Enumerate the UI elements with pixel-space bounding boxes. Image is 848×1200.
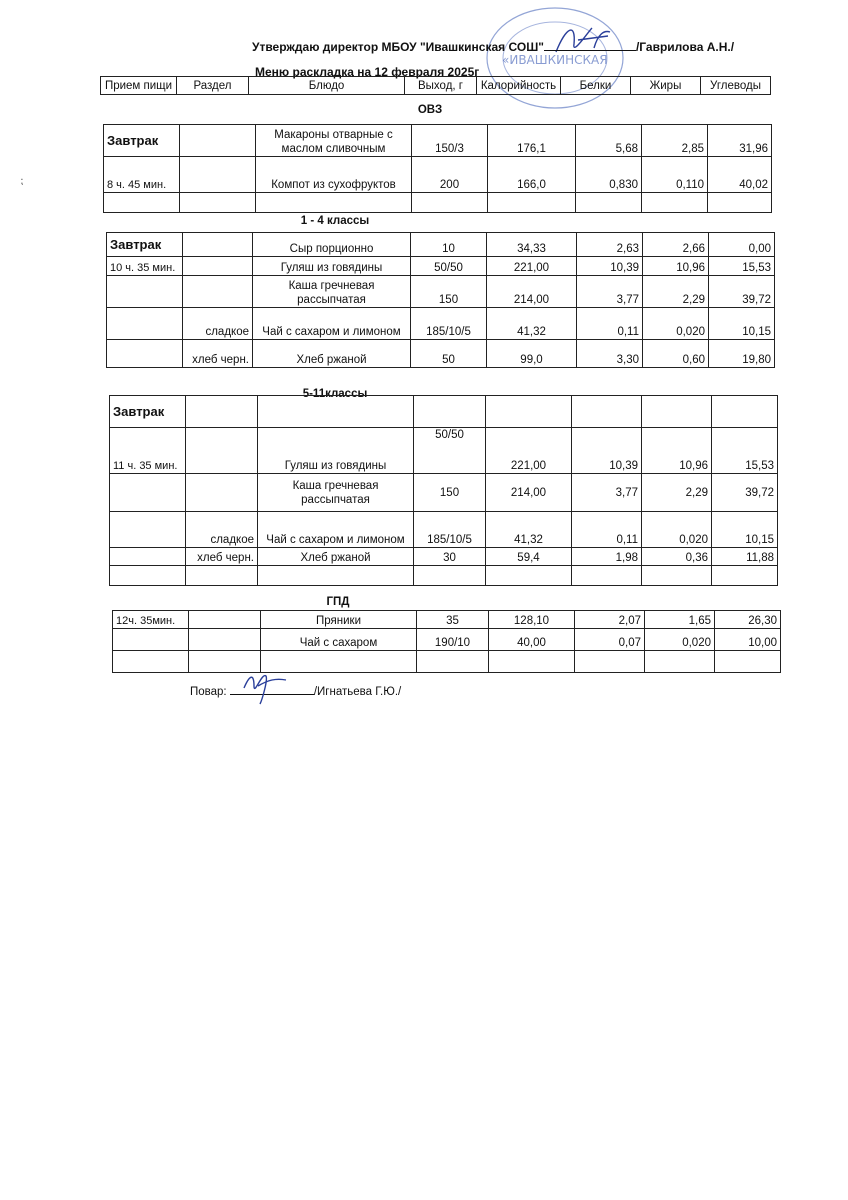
- dish-cell: Чай с сахаром и лимоном: [258, 512, 414, 548]
- table-row: [113, 629, 781, 651]
- dish-cell: Гуляш из говядины: [258, 428, 414, 474]
- kcal-cell: 99,0: [487, 340, 577, 368]
- carbs-cell: 40,02: [708, 157, 772, 193]
- col-header-kcal: Калорийность: [477, 77, 561, 95]
- yield-cell: 190/10: [417, 629, 489, 651]
- carbs-cell: 10,15: [709, 308, 775, 340]
- kcal-cell: 34,33: [487, 233, 577, 257]
- section-title-grades-1-4: 1 - 4 классы: [300, 215, 370, 227]
- grades-5-11-table: [109, 395, 778, 586]
- meal-time: 8 ч. 45 мин.: [104, 157, 180, 193]
- protein-cell: 0,11: [572, 512, 642, 548]
- fat-cell: 0,60: [643, 340, 709, 368]
- section-cell: сладкое: [183, 308, 253, 340]
- kcal-cell: 166,0: [488, 157, 576, 193]
- col-header-yield: Выход, г: [405, 77, 477, 95]
- dish-cell: Сыр порционно: [253, 233, 411, 257]
- fat-cell: 10,96: [642, 428, 712, 474]
- section-cell: хлеб черн.: [186, 548, 258, 566]
- table-row: [104, 157, 772, 193]
- protein-cell: 0,07: [575, 629, 645, 651]
- protein-cell: 3,30: [577, 340, 643, 368]
- protein-cell: 10,39: [577, 257, 643, 276]
- fat-cell: 0,36: [642, 548, 712, 566]
- table-row: [110, 474, 778, 512]
- kcal-cell: 214,00: [486, 474, 572, 512]
- section-cell: [180, 125, 256, 157]
- dish-cell: Компот из сухофруктов: [256, 157, 412, 193]
- table-row: [107, 308, 775, 340]
- empty-row: [110, 566, 778, 586]
- meal-time: 10 ч. 35 мин.: [107, 257, 183, 276]
- fat-cell: 10,96: [643, 257, 709, 276]
- protein-cell: 2,63: [577, 233, 643, 257]
- yield-cell: 50/50: [411, 257, 487, 276]
- yield-cell: 185/10/5: [411, 308, 487, 340]
- carbs-cell: 15,53: [712, 428, 778, 474]
- section-cell: сладкое: [186, 512, 258, 548]
- section-cell: [183, 276, 253, 308]
- dish-cell: Каша гречневая рассыпчатая: [258, 474, 414, 512]
- kcal-cell: 59,4: [486, 548, 572, 566]
- yield-cell: 150/3: [412, 125, 488, 157]
- col-header-meal: Прием пищи: [101, 77, 177, 95]
- signature-line: [544, 40, 636, 51]
- dish-cell: Гуляш из говядины: [253, 257, 411, 276]
- table-row: [107, 340, 775, 368]
- carbs-cell: 11,88: [712, 548, 778, 566]
- col-header-carbs: Углеводы: [701, 77, 771, 95]
- yield-cell: 10: [411, 233, 487, 257]
- kcal-cell: 41,32: [487, 308, 577, 340]
- carbs-cell: 10,00: [715, 629, 781, 651]
- table-row: [107, 276, 775, 308]
- table-row: [113, 611, 781, 629]
- yield-cell: 50/50: [414, 428, 486, 474]
- carbs-cell: 39,72: [712, 474, 778, 512]
- carbs-cell: 39,72: [709, 276, 775, 308]
- dish-cell: Чай с сахаром: [261, 629, 417, 651]
- meal-time: 11 ч. 35 мин.: [110, 428, 186, 474]
- dish-cell: Каша гречневая рассыпчатая: [253, 276, 411, 308]
- section-cell: [183, 233, 253, 257]
- meal-name: Завтрак: [104, 125, 180, 157]
- fat-cell: 0,020: [645, 629, 715, 651]
- table-row: [110, 428, 778, 474]
- fat-cell: 0,020: [642, 512, 712, 548]
- table-row: [104, 125, 772, 157]
- dish-cell: Чай с сахаром и лимоном: [253, 308, 411, 340]
- carbs-cell: 31,96: [708, 125, 772, 157]
- yield-cell: 150: [414, 474, 486, 512]
- meal-time: 12ч. 35мин.: [113, 611, 189, 629]
- approval-suffix: /Гаврилова А.Н./: [635, 40, 735, 54]
- protein-cell: 3,77: [572, 474, 642, 512]
- section-title-grades-5-11: 5-11классы: [302, 388, 368, 400]
- protein-cell: 2,07: [575, 611, 645, 629]
- kcal-cell: 41,32: [486, 512, 572, 548]
- kcal-cell: 176,1: [488, 125, 576, 157]
- dish-cell: Хлеб ржаной: [258, 548, 414, 566]
- col-header-section: Раздел: [177, 77, 249, 95]
- protein-cell: 1,98: [572, 548, 642, 566]
- gpd-table: [112, 610, 781, 673]
- carbs-cell: 0,00: [709, 233, 775, 257]
- section-cell: [186, 428, 258, 474]
- fat-cell: 0,110: [642, 157, 708, 193]
- protein-cell: 10,39: [572, 428, 642, 474]
- cook-signature: [240, 666, 290, 706]
- empty-row: [113, 651, 781, 673]
- approval-prefix: Утверждаю директор МБОУ "Ивашкинская СОШ": [252, 40, 544, 54]
- dish-cell: Хлеб ржаной: [253, 340, 411, 368]
- yield-cell: 30: [414, 548, 486, 566]
- col-header-dish: Блюдо: [249, 77, 405, 95]
- section-cell: [186, 474, 258, 512]
- dish-cell: Пряники: [261, 611, 417, 629]
- section-cell: хлеб черн.: [183, 340, 253, 368]
- fat-cell: 0,020: [643, 308, 709, 340]
- fat-cell: 2,66: [643, 233, 709, 257]
- ovz-table: [103, 124, 772, 213]
- meal-name: Завтрак: [110, 396, 186, 428]
- empty-row: [104, 193, 772, 213]
- cook-name: /Игнатьева Г.Ю./: [313, 686, 402, 698]
- carbs-cell: 15,53: [709, 257, 775, 276]
- dish-cell: Макароны отварные с маслом сливочным: [256, 125, 412, 157]
- table-row: [107, 257, 775, 276]
- stamp-text: «ИВАШКИНСКАЯ: [502, 53, 608, 67]
- column-header-table: [100, 76, 771, 95]
- fat-cell: 2,29: [643, 276, 709, 308]
- yield-cell: 35: [417, 611, 489, 629]
- kcal-cell: 214,00: [487, 276, 577, 308]
- carbs-cell: 26,30: [715, 611, 781, 629]
- meal-name: Завтрак: [107, 233, 183, 257]
- scan-marks: ⁏: [20, 176, 24, 187]
- menu-title: Меню раскладка на 12 февраля 2025г: [255, 65, 480, 79]
- cook-signature-line: [190, 684, 401, 698]
- kcal-cell: 221,00: [486, 428, 572, 474]
- table-row: [107, 233, 775, 257]
- table-row: [110, 512, 778, 548]
- col-header-fat: Жиры: [631, 77, 701, 95]
- section-cell: [180, 157, 256, 193]
- carbs-cell: 10,15: [712, 512, 778, 548]
- yield-cell: 150: [411, 276, 487, 308]
- section-title-ovz: ОВЗ: [417, 104, 443, 116]
- protein-cell: 5,68: [576, 125, 642, 157]
- table-row: [110, 548, 778, 566]
- col-header-protein: Белки: [561, 77, 631, 95]
- kcal-cell: 128,10: [489, 611, 575, 629]
- protein-cell: 3,77: [577, 276, 643, 308]
- table-row: [110, 396, 778, 428]
- fat-cell: 2,29: [642, 474, 712, 512]
- fat-cell: 1,65: [645, 611, 715, 629]
- protein-cell: 0,830: [576, 157, 642, 193]
- section-title-gpd: ГПД: [326, 596, 350, 608]
- yield-cell: 185/10/5: [414, 512, 486, 548]
- kcal-cell: 40,00: [489, 629, 575, 651]
- protein-cell: 0,11: [577, 308, 643, 340]
- fat-cell: 2,85: [642, 125, 708, 157]
- section-cell: [183, 257, 253, 276]
- cook-prefix: Повар:: [190, 686, 227, 698]
- kcal-cell: 221,00: [487, 257, 577, 276]
- carbs-cell: 19,80: [709, 340, 775, 368]
- approval-line: [252, 40, 734, 54]
- yield-cell: 50: [411, 340, 487, 368]
- yield-cell: 200: [412, 157, 488, 193]
- grades-1-4-table: [106, 232, 775, 368]
